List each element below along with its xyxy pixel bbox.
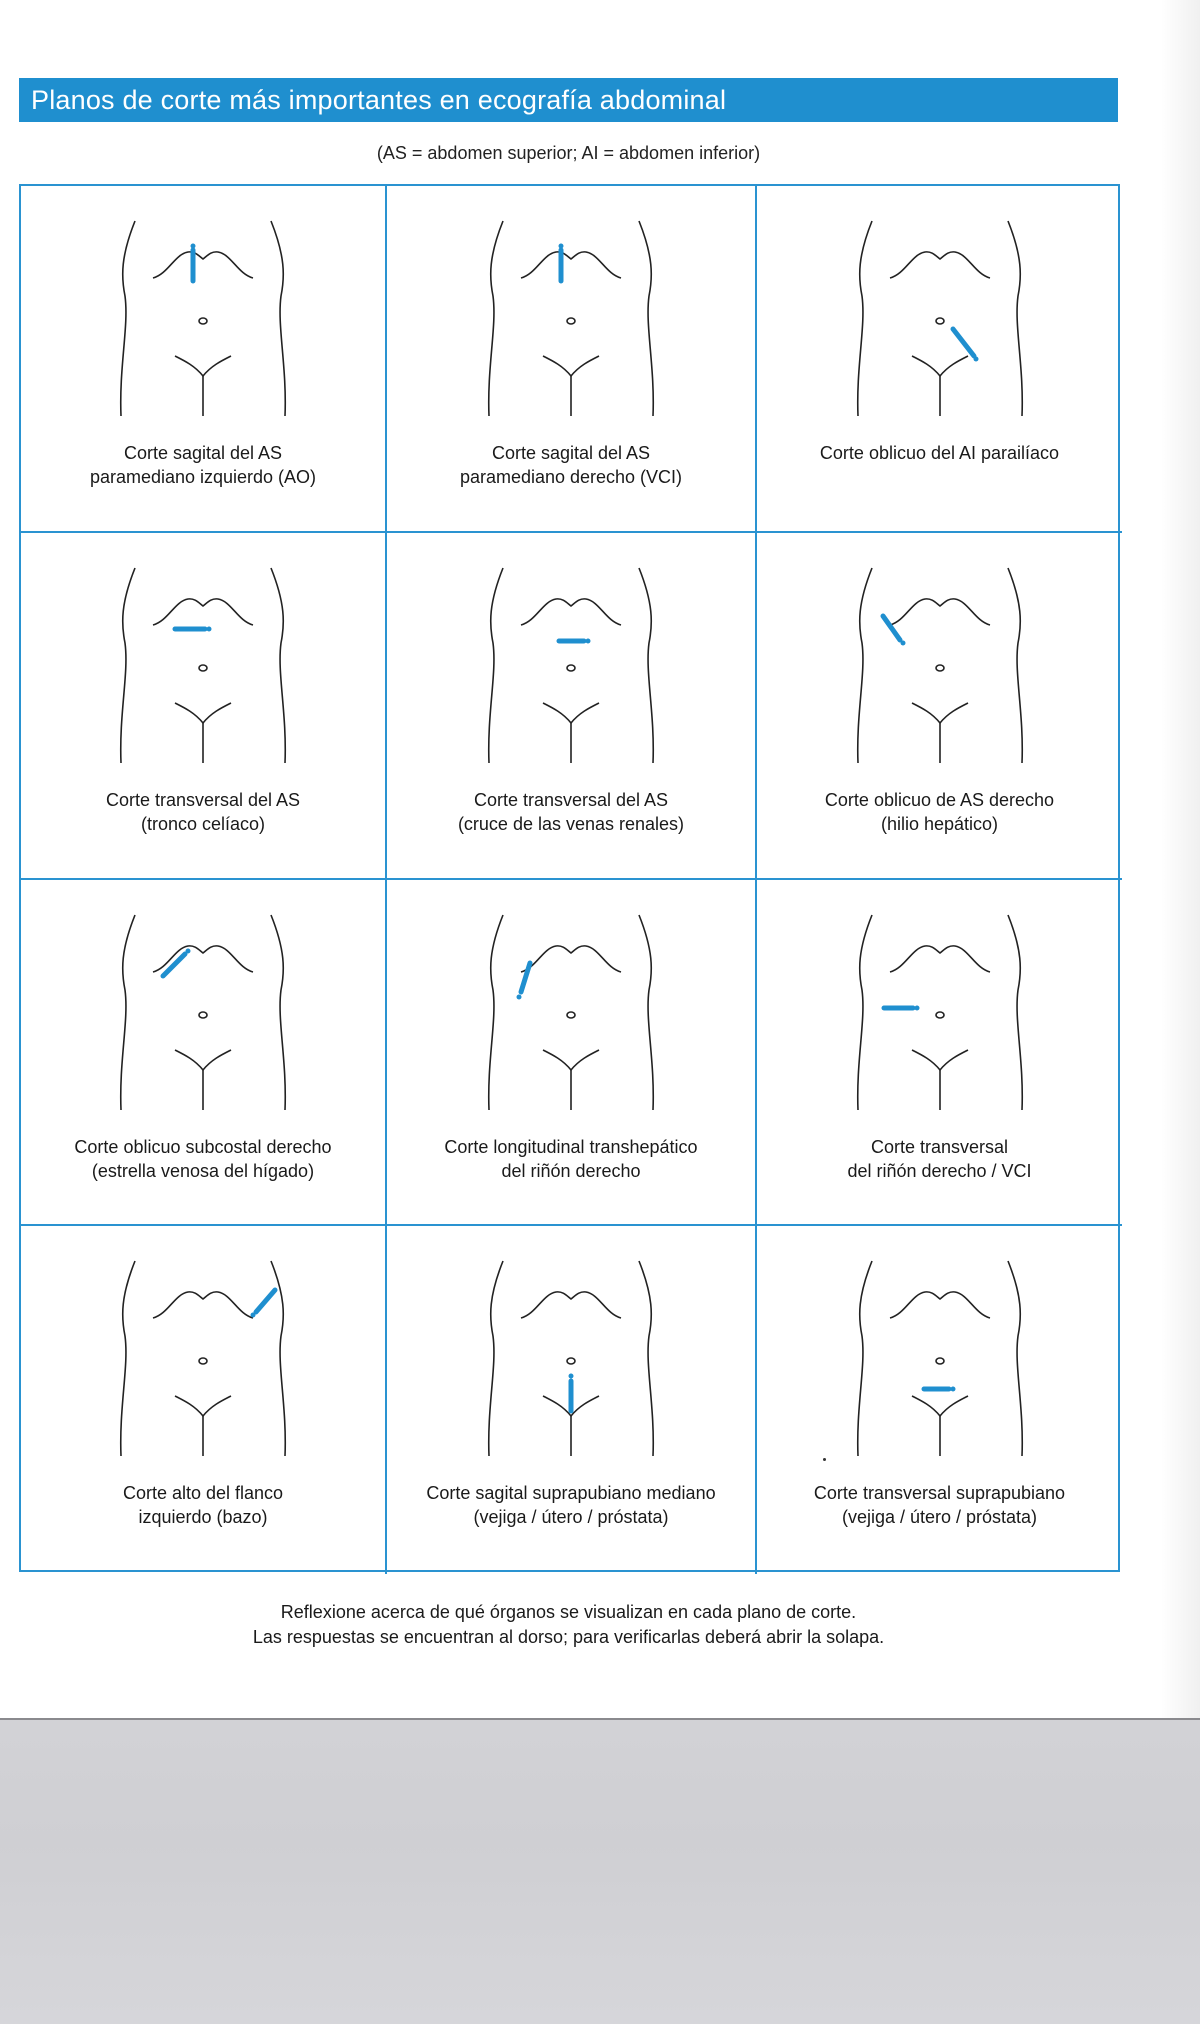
plane-cell-3 [757,186,1122,533]
probe-mark [883,616,906,646]
plane-cell-6 [757,533,1122,880]
plane-caption: Corte transversal del riñón derecho / VCI [847,1137,1032,1181]
plane-caption: Corte oblicuo de AS derecho (hilio hepático) [824,790,1055,834]
plane-caption: Corte sagital suprapubiano mediano (vejiga / útero / próstata) [426,1483,716,1527]
probe-mark [559,244,564,282]
plane-cell-1 [21,186,387,533]
torso-diagram-icon [113,216,293,426]
torso-diagram-icon [850,1256,1030,1466]
torso-diagram-icon [113,910,293,1120]
page-title: Planos de corte más importantes en ecografía abdominal [19,78,1118,122]
plane-caption: Corte transversal del AS (cruce de las venas renales) [457,790,685,834]
background-surface [0,1718,1200,2024]
plane-cell-5 [387,533,757,880]
torso-diagram-icon [481,563,661,773]
torso-diagram-icon [113,1256,293,1466]
plane-caption: Corte sagital del AS paramediano izquierdo (AO) [89,443,317,487]
plane-caption: Corte alto del flanco izquierdo (bazo) [122,1483,284,1527]
plane-caption: Corte oblicuo del AI parailíaco [819,443,1060,463]
probe-mark [175,627,212,632]
torso-diagram-icon [481,910,661,1120]
print-speck [823,1458,826,1461]
probe-mark [559,639,591,644]
torso-diagram-icon [481,1256,661,1466]
torso-diagram-icon [481,216,661,426]
plane-caption: Corte transversal del AS (tronco celíaco) [105,790,301,834]
plane-cell-10 [21,1226,387,1574]
torso-diagram-icon [850,910,1030,1120]
page-subtitle: (AS = abdomen superior; AI = abdomen inferior) [376,143,761,163]
torso-diagram-icon [850,563,1030,773]
probe-mark [251,1290,276,1318]
page-fold-shadow [1160,0,1200,1718]
probe-mark [191,244,196,282]
plane-cell-7 [21,880,387,1226]
plane-cell-4 [21,533,387,880]
plane-cell-9 [757,880,1122,1226]
plane-caption: Corte oblicuo subcostal derecho (estrella venosa del hígado) [74,1137,332,1181]
probe-mark [884,1006,920,1011]
scan-planes-grid [19,184,1120,1572]
plane-caption: Corte transversal suprapubiano (vejiga / útero / próstata) [813,1483,1066,1527]
probe-mark [517,963,531,1000]
plane-cell-12 [757,1226,1122,1574]
torso-diagram-icon [113,563,293,773]
plane-caption: Corte longitudinal transhepático del riñón derecho [444,1137,698,1181]
footer-note: Reflexione acerca de qué órganos se visualizan en cada plano de corte. Las respuestas se encuentran al dorso; para verificarlas deberá abrir la solapa. [252,1602,885,1647]
plane-cell-11 [387,1226,757,1574]
torso-diagram-icon [850,216,1030,426]
probe-mark [924,1387,956,1392]
plane-caption: Corte sagital del AS paramediano derecho (VCI) [459,443,683,487]
probe-mark [569,1374,574,1412]
plane-cell-2 [387,186,757,533]
plane-cell-8 [387,880,757,1226]
